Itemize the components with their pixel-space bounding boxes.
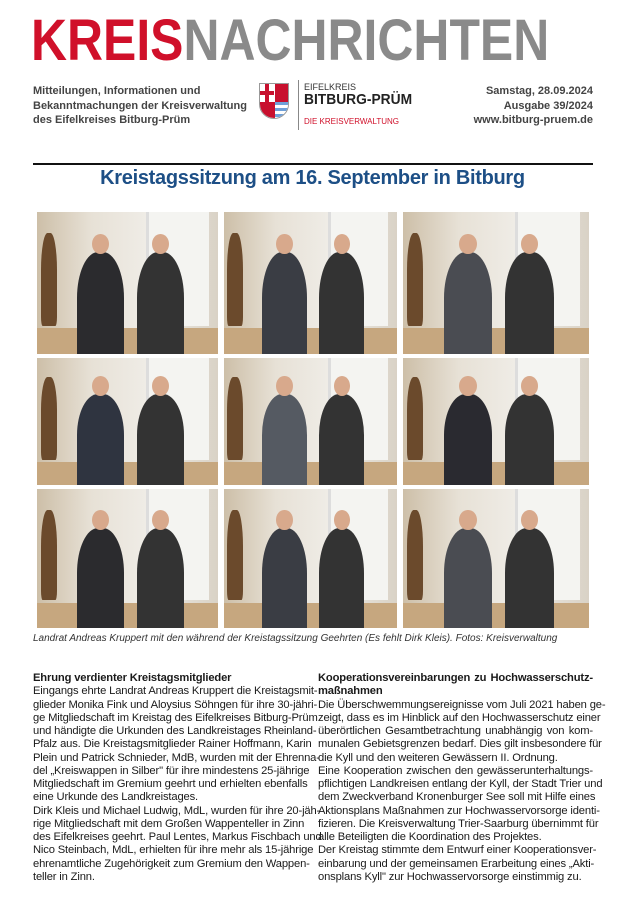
article-text-line: des Eifelkreises geehrt. Paul Lentes, Markus Fischbach und <box>33 831 322 843</box>
statue-icon <box>227 510 243 600</box>
photo-grid <box>37 212 589 628</box>
district-logo <box>256 80 426 132</box>
person-figure <box>262 252 307 354</box>
article-heading: Ehrung verdienter Kreistagsmitglieder <box>33 672 232 684</box>
article-text-line: rige Mitgliedschaft mit dem Großen Wappenteller in Zinn <box>33 817 305 830</box>
article-right <box>318 672 606 884</box>
article-text-line: Der Kreistag stimmte dem Entwurf einer Kooperationsver- <box>318 844 597 857</box>
article-text-line: und händigte die Urkunden des Landkreistages Rheinland- <box>33 725 317 737</box>
article-text-line: Dirk Kleis und Michael Ludwig, MdL, wurden für ihre 20-jäh- <box>33 804 321 817</box>
article-text-line: Die Überschwemmungsereignisse vom Juli 2021 haben ge- <box>318 698 606 711</box>
article-text-line: onsplans Kyll" zur Hochwasservorsorge einstimmig zu. <box>318 870 582 883</box>
headline: Kreistagssitzung am 16. September in Bitburg <box>100 167 525 189</box>
person-figure <box>137 252 184 354</box>
article-text-line: eine Urkunde des Landkreistages. <box>33 791 198 804</box>
issue-meta <box>474 84 593 128</box>
photo-caption: Landrat Andreas Kruppert mit den während der Kreistagssitzung Geehrten (Es fehlt Dirk Kleis). Fotos: Kreisverwaltung <box>33 633 558 644</box>
person-figure <box>505 528 553 628</box>
website-link[interactable]: www.bitburg-pruem.de <box>473 114 593 126</box>
article-text-line: überörtlichen Gesamtbetrachtung unabhängig von kom- <box>318 725 593 737</box>
person-figure <box>77 252 124 354</box>
logo-bitburg-pruem: BITBURG-PRÜM <box>304 91 413 108</box>
person-figure <box>444 252 492 354</box>
statue-icon <box>227 377 243 460</box>
honoree-photo <box>403 212 589 354</box>
statue-icon <box>41 377 57 460</box>
statue-icon <box>407 377 424 460</box>
article-heading: maßnahmen <box>318 685 383 698</box>
logo-kreisverwaltung: DIE KREISVERWALTUNG <box>304 117 399 126</box>
subtitle-line: Bekanntmachungen der Kreisverwaltung <box>33 99 247 112</box>
person-figure <box>319 528 364 628</box>
honoree-photo <box>224 212 397 354</box>
honoree-photo <box>224 358 397 485</box>
person-figure <box>77 394 124 485</box>
person-figure <box>77 528 124 628</box>
statue-icon <box>41 233 57 325</box>
article-text-line: Mitgliedschaft im Gremium geehrt und erhielten ebenfalls <box>33 778 308 790</box>
masthead-nachrichten: NACHRICHTEN <box>183 8 550 73</box>
person-figure <box>137 394 184 485</box>
statue-icon <box>227 233 243 325</box>
honoree-photo <box>37 212 218 354</box>
statue-icon <box>41 510 57 600</box>
statue-icon <box>407 510 424 600</box>
person-figure <box>319 394 364 485</box>
article-text-line: dem Zweckverband Kronenburger See soll mit Hilfe eines <box>318 791 596 804</box>
coat-of-arms-icon <box>259 83 289 119</box>
article-text-line: Eine Kooperation zwischen den gewässerunterhaltungs- <box>318 764 593 777</box>
article-text-line: Nico Steinbach, MdL, erhielten für ihre mehr als 15-jährige <box>33 844 314 857</box>
article-text-line: einbarung und der gemeinsamen Erarbeitung eines „Akti- <box>318 857 595 870</box>
logo-divider <box>298 80 299 130</box>
person-figure <box>137 528 184 628</box>
person-figure <box>444 394 492 485</box>
publication-subtitle <box>33 84 247 128</box>
header-rule <box>33 163 593 165</box>
article-text-line: zeigt, dass es im Hinblick auf den Hochwasserschutz einer <box>318 711 601 724</box>
article-text-line: Plein und Patrick Schnieder, MdB, wurden mit der Ehrenna- <box>33 751 320 764</box>
statue-icon <box>407 233 424 325</box>
masthead-kreis: KREIS <box>31 8 184 73</box>
person-figure <box>319 252 364 354</box>
honoree-photo <box>37 489 218 628</box>
person-figure <box>262 394 307 485</box>
article-text-line: ge Mitgliedschaft im Kreistag des Eifelkreises Bitburg-Prüm <box>33 711 318 724</box>
article-text-line: glieder Monika Fink und Aloysius Söhngen für ihre 30-jähri- <box>33 698 318 711</box>
article-text-line: die Kyll und den weiteren Gewässern II. Ordnung. <box>318 751 558 764</box>
person-figure <box>505 394 553 485</box>
article-text-line: teller in Zinn. <box>33 870 95 883</box>
subtitle-line: des Eifelkreises Bitburg-Prüm <box>33 114 191 126</box>
article-text-line: alle Beteiligten die Koordination des Projektes. <box>318 831 542 843</box>
issue-date: Samstag, 28.09.2024 <box>485 85 593 97</box>
logo-eifelkreis: EIFELKREIS <box>304 82 357 92</box>
article-left <box>33 672 322 884</box>
article-text-line: Eingangs ehrte Landrat Andreas Kruppert die Kreistagsmit- <box>33 685 318 698</box>
person-figure <box>262 528 307 628</box>
article-heading: Kooperationsvereinbarungen zu Hochwasserschutz- <box>318 672 593 684</box>
masthead-title <box>31 8 597 73</box>
honoree-photo <box>403 489 589 628</box>
article-text-line: pflichtigen Landkreisen entlang der Kyll, der Stadt Trier und <box>318 778 603 790</box>
honoree-photo <box>403 358 589 485</box>
article-text-line: ehrenamtliche Zugehörigkeit zum Gremium den Wappen- <box>33 857 310 870</box>
person-figure <box>505 252 553 354</box>
article-text-line: Aktionsplans Maßnahmen zur Hochwasservorsorge identi- <box>318 804 600 817</box>
article-text-line: fizieren. Die Kreisverwaltung Trier-Saarburg übernimmt für <box>318 817 599 830</box>
subtitle-line: Mitteilungen, Informationen und <box>33 85 201 97</box>
article-text-line: Pfalz aus. Die Kreistagsmitglieder Rainer Hoffmann, Karin <box>33 738 312 751</box>
article-text-line: munalen Gebietsgrenzen bedarf. Dies gilt insbesondere für <box>318 738 602 751</box>
honoree-photo <box>224 489 397 628</box>
article-text-line: del „Kreiswappen in Silber" für ihre mindestens 25-jährige <box>33 764 310 777</box>
person-figure <box>444 528 492 628</box>
honoree-photo <box>37 358 218 485</box>
issue-number: Ausgabe 39/2024 <box>503 99 593 112</box>
